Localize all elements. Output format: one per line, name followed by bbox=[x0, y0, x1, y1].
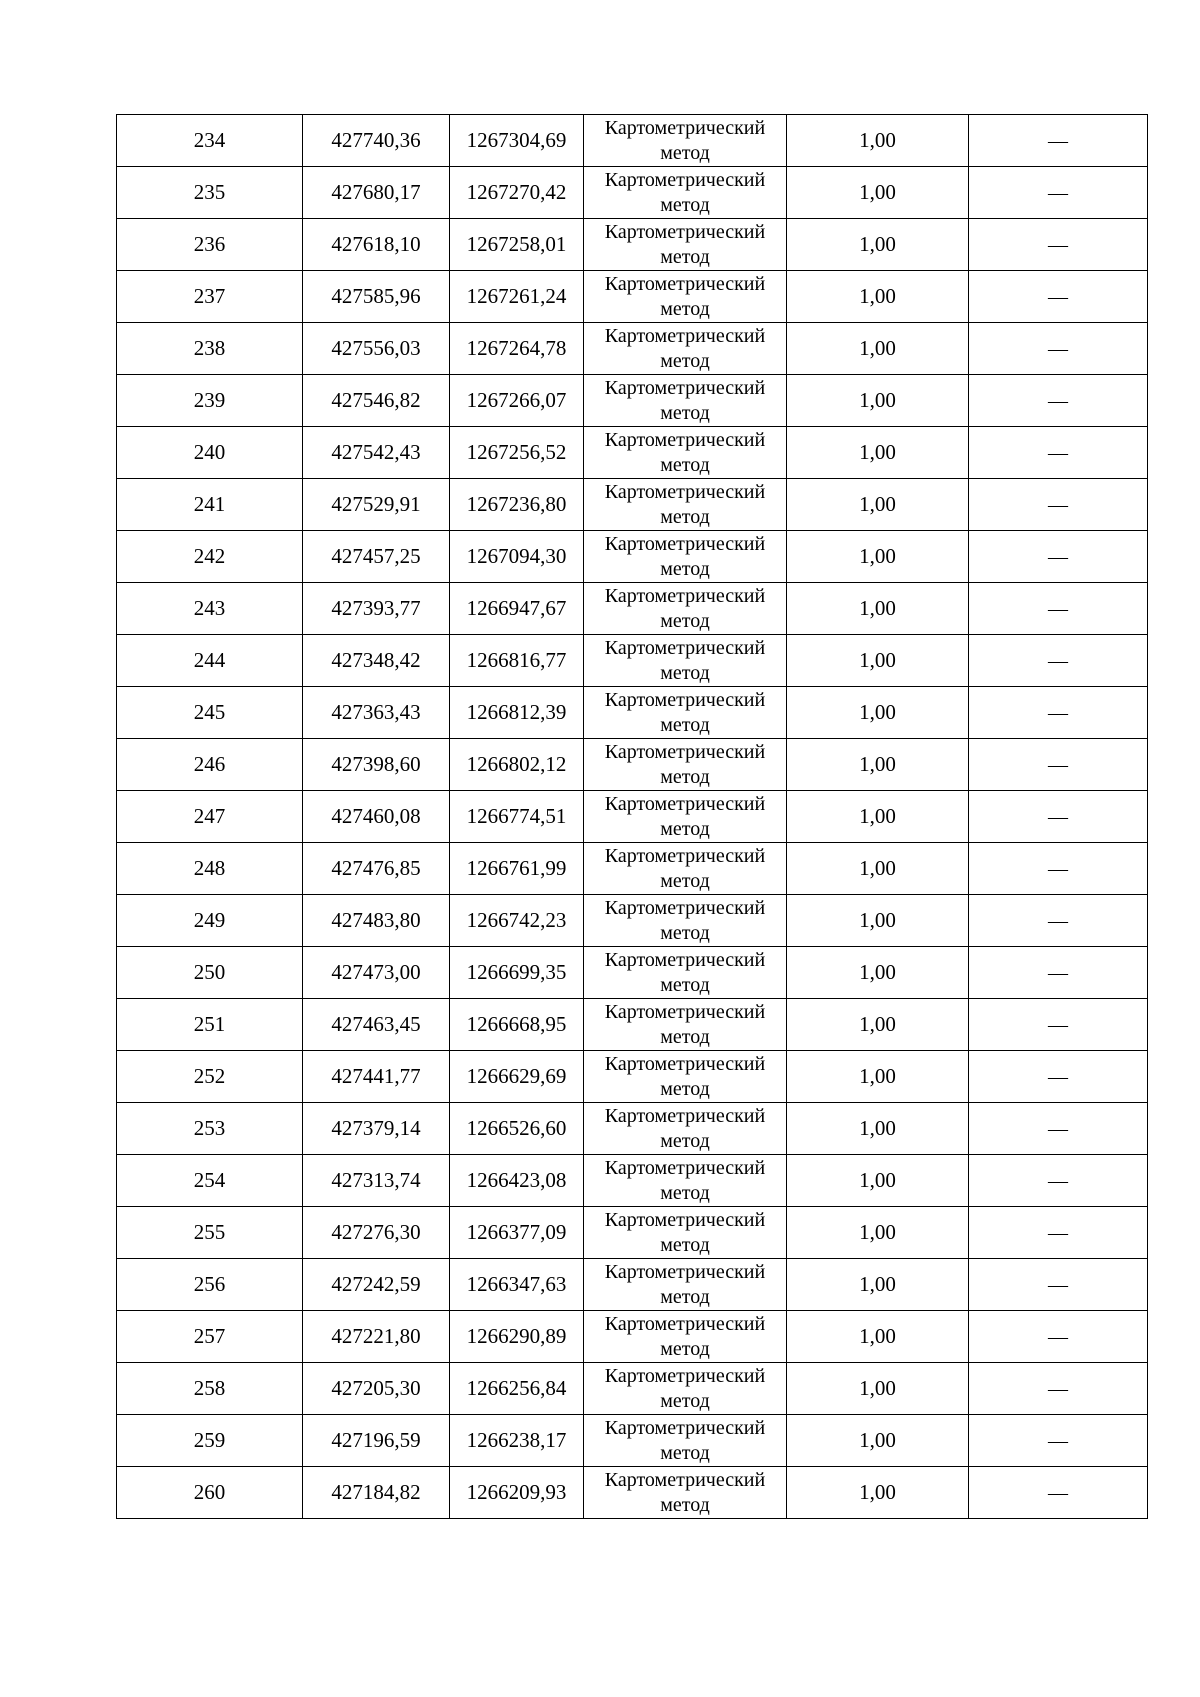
table-row bbox=[117, 375, 1148, 427]
method-line-2: метод bbox=[660, 1493, 710, 1516]
x-coordinate-cell: 427546,82 bbox=[303, 375, 450, 427]
x-coordinate-cell: 427457,25 bbox=[303, 531, 450, 583]
method-line-2: метод bbox=[660, 557, 710, 580]
table-row bbox=[117, 323, 1148, 375]
table-row bbox=[117, 895, 1148, 947]
x-coordinate-cell: 427242,59 bbox=[303, 1259, 450, 1311]
method-line-2: метод bbox=[660, 1285, 710, 1308]
point-number-cell: 251 bbox=[117, 999, 303, 1051]
method-line-2: метод bbox=[660, 401, 710, 424]
method-line-1: Картометрический bbox=[604, 324, 766, 347]
method-line-1: Картометрический bbox=[604, 532, 766, 555]
method-cell bbox=[584, 167, 787, 219]
x-coordinate-cell: 427363,43 bbox=[303, 687, 450, 739]
table-row bbox=[117, 1467, 1148, 1519]
table-row bbox=[117, 1363, 1148, 1415]
y-coordinate-cell: 1267266,07 bbox=[450, 375, 584, 427]
table-row bbox=[117, 479, 1148, 531]
note-cell: — bbox=[969, 1155, 1148, 1207]
method-cell bbox=[584, 427, 787, 479]
method-cell bbox=[584, 271, 787, 323]
method-cell bbox=[584, 375, 787, 427]
note-cell: — bbox=[969, 947, 1148, 999]
method-line-1: Картометрический bbox=[604, 1468, 766, 1491]
y-coordinate-cell: 1266668,95 bbox=[450, 999, 584, 1051]
method-line-1: Картометрический bbox=[604, 844, 766, 867]
point-number-cell: 253 bbox=[117, 1103, 303, 1155]
method-cell bbox=[584, 687, 787, 739]
x-coordinate-cell: 427740,36 bbox=[303, 115, 450, 167]
table-row bbox=[117, 1155, 1148, 1207]
method-line-1: Картометрический bbox=[604, 1364, 766, 1387]
note-cell: — bbox=[969, 1103, 1148, 1155]
accuracy-cell: 1,00 bbox=[787, 947, 969, 999]
point-number-cell: 242 bbox=[117, 531, 303, 583]
point-number-cell: 256 bbox=[117, 1259, 303, 1311]
x-coordinate-cell: 427276,30 bbox=[303, 1207, 450, 1259]
point-number-cell: 257 bbox=[117, 1311, 303, 1363]
point-number-cell: 244 bbox=[117, 635, 303, 687]
x-coordinate-cell: 427441,77 bbox=[303, 1051, 450, 1103]
x-coordinate-cell: 427348,42 bbox=[303, 635, 450, 687]
method-cell bbox=[584, 1051, 787, 1103]
method-line-1: Картометрический bbox=[604, 272, 766, 295]
y-coordinate-cell: 1266774,51 bbox=[450, 791, 584, 843]
table-row bbox=[117, 583, 1148, 635]
y-coordinate-cell: 1267304,69 bbox=[450, 115, 584, 167]
point-number-cell: 258 bbox=[117, 1363, 303, 1415]
x-coordinate-cell: 427473,00 bbox=[303, 947, 450, 999]
method-line-2: метод bbox=[660, 1077, 710, 1100]
note-cell: — bbox=[969, 1311, 1148, 1363]
method-line-1: Картометрический bbox=[604, 584, 766, 607]
note-cell: — bbox=[969, 531, 1148, 583]
method-cell bbox=[584, 479, 787, 531]
method-line-2: метод bbox=[660, 141, 710, 164]
method-cell bbox=[584, 739, 787, 791]
table-row bbox=[117, 1259, 1148, 1311]
note-cell: — bbox=[969, 219, 1148, 271]
y-coordinate-cell: 1266290,89 bbox=[450, 1311, 584, 1363]
method-line-1: Картометрический bbox=[604, 168, 766, 191]
method-line-2: метод bbox=[660, 505, 710, 528]
x-coordinate-cell: 427184,82 bbox=[303, 1467, 450, 1519]
table-row bbox=[117, 219, 1148, 271]
point-number-cell: 236 bbox=[117, 219, 303, 271]
note-cell: — bbox=[969, 791, 1148, 843]
accuracy-cell: 1,00 bbox=[787, 739, 969, 791]
x-coordinate-cell: 427529,91 bbox=[303, 479, 450, 531]
method-line-2: метод bbox=[660, 973, 710, 996]
point-number-cell: 250 bbox=[117, 947, 303, 999]
x-coordinate-cell: 427205,30 bbox=[303, 1363, 450, 1415]
accuracy-cell: 1,00 bbox=[787, 635, 969, 687]
x-coordinate-cell: 427398,60 bbox=[303, 739, 450, 791]
point-number-cell: 234 bbox=[117, 115, 303, 167]
y-coordinate-cell: 1266238,17 bbox=[450, 1415, 584, 1467]
method-line-1: Картометрический bbox=[604, 1156, 766, 1179]
y-coordinate-cell: 1267256,52 bbox=[450, 427, 584, 479]
x-coordinate-cell: 427618,10 bbox=[303, 219, 450, 271]
note-cell: — bbox=[969, 687, 1148, 739]
point-number-cell: 238 bbox=[117, 323, 303, 375]
method-line-1: Картометрический bbox=[604, 688, 766, 711]
note-cell: — bbox=[969, 167, 1148, 219]
note-cell: — bbox=[969, 115, 1148, 167]
note-cell: — bbox=[969, 375, 1148, 427]
method-line-1: Картометрический bbox=[604, 1416, 766, 1439]
method-line-2: метод bbox=[660, 661, 710, 684]
x-coordinate-cell: 427556,03 bbox=[303, 323, 450, 375]
accuracy-cell: 1,00 bbox=[787, 687, 969, 739]
point-number-cell: 240 bbox=[117, 427, 303, 479]
note-cell: — bbox=[969, 1051, 1148, 1103]
method-cell bbox=[584, 947, 787, 999]
accuracy-cell: 1,00 bbox=[787, 115, 969, 167]
y-coordinate-cell: 1266209,93 bbox=[450, 1467, 584, 1519]
method-line-1: Картометрический bbox=[604, 792, 766, 815]
table-row bbox=[117, 271, 1148, 323]
note-cell: — bbox=[969, 1207, 1148, 1259]
method-cell bbox=[584, 531, 787, 583]
accuracy-cell: 1,00 bbox=[787, 791, 969, 843]
note-cell: — bbox=[969, 1259, 1148, 1311]
x-coordinate-cell: 427460,08 bbox=[303, 791, 450, 843]
note-cell: — bbox=[969, 843, 1148, 895]
table-row bbox=[117, 947, 1148, 999]
point-number-cell: 241 bbox=[117, 479, 303, 531]
accuracy-cell: 1,00 bbox=[787, 1415, 969, 1467]
table-row bbox=[117, 687, 1148, 739]
method-line-2: метод bbox=[660, 1025, 710, 1048]
method-cell bbox=[584, 791, 787, 843]
method-line-1: Картометрический bbox=[604, 1208, 766, 1231]
x-coordinate-cell: 427393,77 bbox=[303, 583, 450, 635]
point-number-cell: 247 bbox=[117, 791, 303, 843]
y-coordinate-cell: 1267094,30 bbox=[450, 531, 584, 583]
table-row bbox=[117, 1311, 1148, 1363]
method-line-2: метод bbox=[660, 1181, 710, 1204]
method-line-1: Картометрический bbox=[604, 740, 766, 763]
accuracy-cell: 1,00 bbox=[787, 1467, 969, 1519]
method-line-2: метод bbox=[660, 453, 710, 476]
method-line-2: метод bbox=[660, 245, 710, 268]
note-cell: — bbox=[969, 271, 1148, 323]
accuracy-cell: 1,00 bbox=[787, 427, 969, 479]
y-coordinate-cell: 1267258,01 bbox=[450, 219, 584, 271]
method-line-2: метод bbox=[660, 1441, 710, 1464]
method-line-1: Картометрический bbox=[604, 1260, 766, 1283]
method-cell bbox=[584, 1311, 787, 1363]
point-number-cell: 248 bbox=[117, 843, 303, 895]
x-coordinate-cell: 427196,59 bbox=[303, 1415, 450, 1467]
table-row bbox=[117, 531, 1148, 583]
method-cell bbox=[584, 895, 787, 947]
x-coordinate-cell: 427476,85 bbox=[303, 843, 450, 895]
method-line-2: метод bbox=[660, 609, 710, 632]
table-row bbox=[117, 791, 1148, 843]
method-line-1: Картометрический bbox=[604, 1000, 766, 1023]
y-coordinate-cell: 1266947,67 bbox=[450, 583, 584, 635]
method-cell bbox=[584, 1259, 787, 1311]
y-coordinate-cell: 1266699,35 bbox=[450, 947, 584, 999]
method-cell bbox=[584, 323, 787, 375]
method-line-1: Картометрический bbox=[604, 428, 766, 451]
accuracy-cell: 1,00 bbox=[787, 375, 969, 427]
note-cell: — bbox=[969, 583, 1148, 635]
table-row bbox=[117, 843, 1148, 895]
accuracy-cell: 1,00 bbox=[787, 1259, 969, 1311]
accuracy-cell: 1,00 bbox=[787, 999, 969, 1051]
accuracy-cell: 1,00 bbox=[787, 1051, 969, 1103]
method-line-2: метод bbox=[660, 817, 710, 840]
point-number-cell: 235 bbox=[117, 167, 303, 219]
method-line-2: метод bbox=[660, 1129, 710, 1152]
point-number-cell: 255 bbox=[117, 1207, 303, 1259]
method-line-1: Картометрический bbox=[604, 116, 766, 139]
note-cell: — bbox=[969, 323, 1148, 375]
accuracy-cell: 1,00 bbox=[787, 1103, 969, 1155]
note-cell: — bbox=[969, 635, 1148, 687]
x-coordinate-cell: 427221,80 bbox=[303, 1311, 450, 1363]
method-line-2: метод bbox=[660, 765, 710, 788]
y-coordinate-cell: 1266526,60 bbox=[450, 1103, 584, 1155]
method-line-2: метод bbox=[660, 1233, 710, 1256]
point-number-cell: 260 bbox=[117, 1467, 303, 1519]
table-row bbox=[117, 1415, 1148, 1467]
method-line-2: метод bbox=[660, 713, 710, 736]
method-line-2: метод bbox=[660, 349, 710, 372]
coordinates-table-body bbox=[117, 115, 1148, 1519]
table-row bbox=[117, 1103, 1148, 1155]
method-cell bbox=[584, 1155, 787, 1207]
table-row bbox=[117, 115, 1148, 167]
method-line-1: Картометрический bbox=[604, 376, 766, 399]
method-cell bbox=[584, 1103, 787, 1155]
accuracy-cell: 1,00 bbox=[787, 843, 969, 895]
accuracy-cell: 1,00 bbox=[787, 1311, 969, 1363]
table-row bbox=[117, 999, 1148, 1051]
method-line-2: метод bbox=[660, 1389, 710, 1412]
method-line-2: метод bbox=[660, 921, 710, 944]
point-number-cell: 259 bbox=[117, 1415, 303, 1467]
y-coordinate-cell: 1266423,08 bbox=[450, 1155, 584, 1207]
table-row bbox=[117, 739, 1148, 791]
y-coordinate-cell: 1267261,24 bbox=[450, 271, 584, 323]
method-line-1: Картометрический bbox=[604, 896, 766, 919]
y-coordinate-cell: 1266629,69 bbox=[450, 1051, 584, 1103]
x-coordinate-cell: 427483,80 bbox=[303, 895, 450, 947]
method-line-1: Картометрический bbox=[604, 1104, 766, 1127]
method-cell bbox=[584, 1363, 787, 1415]
y-coordinate-cell: 1267270,42 bbox=[450, 167, 584, 219]
coordinates-table bbox=[116, 114, 1148, 1519]
table-row bbox=[117, 635, 1148, 687]
point-number-cell: 243 bbox=[117, 583, 303, 635]
y-coordinate-cell: 1266812,39 bbox=[450, 687, 584, 739]
method-cell bbox=[584, 635, 787, 687]
x-coordinate-cell: 427585,96 bbox=[303, 271, 450, 323]
method-cell bbox=[584, 843, 787, 895]
method-cell bbox=[584, 999, 787, 1051]
note-cell: — bbox=[969, 1363, 1148, 1415]
note-cell: — bbox=[969, 999, 1148, 1051]
method-cell bbox=[584, 115, 787, 167]
method-line-1: Картометрический bbox=[604, 220, 766, 243]
method-line-1: Картометрический bbox=[604, 1312, 766, 1335]
accuracy-cell: 1,00 bbox=[787, 271, 969, 323]
accuracy-cell: 1,00 bbox=[787, 583, 969, 635]
x-coordinate-cell: 427379,14 bbox=[303, 1103, 450, 1155]
note-cell: — bbox=[969, 1467, 1148, 1519]
y-coordinate-cell: 1266761,99 bbox=[450, 843, 584, 895]
method-line-2: метод bbox=[660, 297, 710, 320]
method-line-1: Картометрический bbox=[604, 1052, 766, 1075]
y-coordinate-cell: 1266377,09 bbox=[450, 1207, 584, 1259]
accuracy-cell: 1,00 bbox=[787, 531, 969, 583]
method-cell bbox=[584, 219, 787, 271]
y-coordinate-cell: 1266742,23 bbox=[450, 895, 584, 947]
accuracy-cell: 1,00 bbox=[787, 323, 969, 375]
x-coordinate-cell: 427463,45 bbox=[303, 999, 450, 1051]
y-coordinate-cell: 1266816,77 bbox=[450, 635, 584, 687]
method-line-2: метод bbox=[660, 1337, 710, 1360]
method-cell bbox=[584, 1467, 787, 1519]
y-coordinate-cell: 1266256,84 bbox=[450, 1363, 584, 1415]
point-number-cell: 237 bbox=[117, 271, 303, 323]
table-row bbox=[117, 427, 1148, 479]
point-number-cell: 246 bbox=[117, 739, 303, 791]
x-coordinate-cell: 427680,17 bbox=[303, 167, 450, 219]
accuracy-cell: 1,00 bbox=[787, 1363, 969, 1415]
method-cell bbox=[584, 1415, 787, 1467]
method-line-1: Картометрический bbox=[604, 948, 766, 971]
x-coordinate-cell: 427542,43 bbox=[303, 427, 450, 479]
note-cell: — bbox=[969, 427, 1148, 479]
method-line-1: Картометрический bbox=[604, 636, 766, 659]
y-coordinate-cell: 1267236,80 bbox=[450, 479, 584, 531]
accuracy-cell: 1,00 bbox=[787, 1207, 969, 1259]
method-cell bbox=[584, 1207, 787, 1259]
point-number-cell: 245 bbox=[117, 687, 303, 739]
point-number-cell: 252 bbox=[117, 1051, 303, 1103]
method-line-2: метод bbox=[660, 193, 710, 216]
note-cell: — bbox=[969, 479, 1148, 531]
point-number-cell: 239 bbox=[117, 375, 303, 427]
point-number-cell: 249 bbox=[117, 895, 303, 947]
table-row bbox=[117, 167, 1148, 219]
accuracy-cell: 1,00 bbox=[787, 219, 969, 271]
point-number-cell: 254 bbox=[117, 1155, 303, 1207]
y-coordinate-cell: 1266802,12 bbox=[450, 739, 584, 791]
note-cell: — bbox=[969, 895, 1148, 947]
note-cell: — bbox=[969, 1415, 1148, 1467]
x-coordinate-cell: 427313,74 bbox=[303, 1155, 450, 1207]
method-line-2: метод bbox=[660, 869, 710, 892]
accuracy-cell: 1,00 bbox=[787, 895, 969, 947]
note-cell: — bbox=[969, 739, 1148, 791]
y-coordinate-cell: 1266347,63 bbox=[450, 1259, 584, 1311]
accuracy-cell: 1,00 bbox=[787, 479, 969, 531]
method-line-1: Картометрический bbox=[604, 480, 766, 503]
table-row bbox=[117, 1051, 1148, 1103]
table-row bbox=[117, 1207, 1148, 1259]
y-coordinate-cell: 1267264,78 bbox=[450, 323, 584, 375]
accuracy-cell: 1,00 bbox=[787, 167, 969, 219]
accuracy-cell: 1,00 bbox=[787, 1155, 969, 1207]
method-cell bbox=[584, 583, 787, 635]
